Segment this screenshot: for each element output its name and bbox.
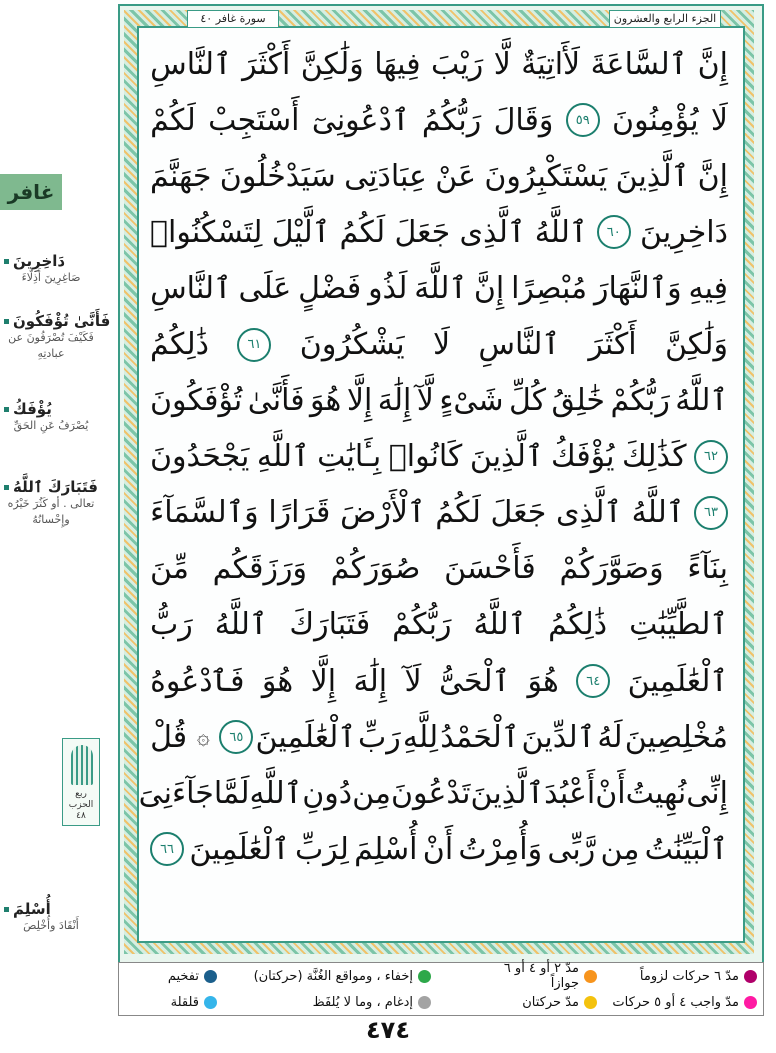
word: رَبِّ [358,719,401,755]
side-note-meaning: أَنْقَادَ وأُخْلِصَ [23,919,79,932]
word: ٱلدِّينَ [521,719,596,755]
word: تُؤْفَكُونَ [150,383,243,419]
word: ذَٰلِكُمُ [548,607,608,643]
word: عَنْ [435,158,477,194]
word: لِلَّهِ [402,719,439,755]
word: ٱلطَّيِّبَٰتِ [629,607,728,643]
word: هُوَ [261,663,294,699]
legend-item [493,989,603,1015]
color-dot-icon [584,996,597,1009]
color-dot-icon [204,996,217,1009]
word: يَشْكُرُونَ [299,327,405,363]
side-note-term [4,312,112,330]
side-note-meaning: يُصْرَفُ عَنِ الحَقِّ [13,419,89,432]
word: كَانُوا۟ [388,439,463,475]
rub-el-hizb-icon: ۞ [196,724,210,750]
word: رَّبِّى [547,831,596,867]
word: إِنَّ [697,46,728,82]
word: ٱلسَّاعَةَ [590,46,688,82]
side-note-term-text: دَاخِرِينَ [13,252,66,270]
hizb-number: ٤٨ [76,811,86,821]
word: رَيْبَ [430,46,484,82]
bullet-icon [4,485,9,490]
legend-label: قلقلة [170,994,199,1010]
legend-col-3 [247,963,437,1015]
legend-label: مدّ واجب ٤ أو ٥ حركات [612,994,739,1010]
color-dot-icon [204,970,217,983]
page-number: ٤٧٤ [366,1016,410,1044]
word: رَبُّ [150,607,193,643]
word: ٱلْحَمْدُ [440,719,520,755]
juz-label: الجزء الرابع والعشرون [609,10,721,28]
color-dot-icon [418,970,431,983]
word: ٱلْحَىُّ [439,663,511,699]
word: ٱللَّهَ [414,270,468,306]
word: فَتَبَارَكَ [289,607,371,643]
word: لَّآ [416,383,434,419]
word: ٱلَّذِينَ [615,158,690,194]
ayah-number: ٦٤ [576,664,610,698]
word: فِيهَا [374,46,421,82]
word: يُؤْمِنُونَ [612,102,699,138]
bullet-icon [4,319,9,324]
text-line [150,541,728,597]
text-line [150,653,728,709]
side-note [4,478,112,528]
page-header [137,8,741,28]
surah-label: سورة غافر ٤٠ [187,10,279,28]
word: شَىْءٍ [439,383,504,419]
text-line [150,597,728,653]
word: نُهِيتُ [625,775,687,811]
word: كُلِّ [509,383,547,419]
word: ٱللَّهُ [675,383,728,419]
word: لَّا [493,46,511,82]
word: لَآ [404,663,422,699]
word: ٱلنَّاسِ [150,46,232,82]
word: ٱلْبَيِّنَٰتُ [644,831,728,867]
side-note [4,400,112,434]
word: جَعَلَ [490,495,547,531]
ayah-number: ٦٣ [694,496,728,530]
word: لَكُمُ [339,214,386,250]
word: ٱللَّهِ [249,775,303,811]
legend-label: تفخيم [167,968,199,984]
legend-item [247,963,437,989]
word: ٱلنَّاسِ [478,327,560,363]
word: ٱلَّيْلَ [271,214,331,250]
legend-label: إخفاء ، ومواقع الغُنَّة (حركتان) [253,968,413,984]
word: رَبُّكُمْ [610,383,670,419]
text-line [150,260,728,316]
word: يَسْتَكْبِرُونَ [484,158,608,194]
word: وَصَوَّرَكُمْ [559,551,664,587]
side-note-meaning: صَاغِرِينَ أَذِلَّاءَ [21,271,81,284]
word: كَذَٰلِكَ [622,439,687,475]
side-note [4,900,112,934]
legend-label: مدّ ٢ أو ٤ أو ٦ جوازاً [503,961,579,991]
word: خَٰلِقُ [551,383,605,419]
word: ٱللَّهُ [534,214,588,250]
word: مِن [600,831,640,867]
legend-label: مدّ حركتان [522,994,579,1010]
word: وَٱلنَّهَارَ [593,270,682,306]
ayah-number: ٦١ [237,328,271,362]
word: قَرَارًا [268,495,331,531]
word: يُؤْفَكُ [551,439,615,475]
word: مُبْصِرًا [511,270,588,306]
word: يَجْحَدُونَ [150,439,250,475]
word: وَرَزَقَكُم [212,551,307,587]
text-line [150,709,728,765]
word: أَنْ [595,775,626,811]
word: مِن [352,775,391,811]
color-dot-icon [584,970,597,983]
word: لَأَاتِيَةٌ [521,46,581,82]
side-note-meaning: تعالى . أو كَثُرَ خَيْرُه وإِحْسانُهُ [7,497,95,526]
word: إِنِّى [686,775,728,811]
quran-text [138,36,728,934]
word: مِّنَ [150,551,189,587]
word: سَيَدْخُلُونَ [219,158,336,194]
word: ٱللَّهِ [256,439,310,475]
ayah-number: ٥٩ [566,103,600,137]
word: أَكْثَرَ [588,327,637,363]
word: عِبَادَتِى [344,158,427,194]
word: وَقَالَ [493,102,554,138]
legend-item [123,989,223,1015]
word: إِلَٰهَ [377,383,412,419]
word: أَعْبُدَ [544,775,596,811]
word: لَا [710,102,728,138]
word: لَمَّا [213,775,250,811]
surah-tab[interactable]: غافر [0,174,62,210]
hizb-text: الحزب [68,800,94,810]
side-note-term-text: يُؤْفَكُ [13,400,52,418]
word: أَسْتَجِبْ [208,102,300,138]
ayah-number: ٦٠ [597,215,631,249]
side-note-term-text: أُسْلِمَ [13,900,51,918]
word: ذَٰلِكُمُ [150,327,210,363]
word: إِلَّا [310,663,337,699]
hizb-text: ربع [75,789,87,799]
text-line [150,821,728,877]
word: إِلَّا [346,383,373,419]
word: مُخْلِصِينَ [624,719,728,755]
text-line [150,485,728,541]
word: ٱلْعَٰلَمِينَ [255,719,356,755]
text-line [150,373,728,429]
side-note-term [4,900,112,918]
word: ٱلَّذِى [555,495,622,531]
word: لِتَسْكُنُوا۟ [150,214,263,250]
text-line [138,765,728,821]
text-line [150,148,728,204]
word: فَضْلٍ [298,270,362,306]
hizb-marker [62,738,100,826]
bullet-icon [4,907,9,912]
word: وَلَٰكِنَّ [664,327,728,363]
ayah-number: ٦٥ [219,720,253,754]
legend-item [247,989,437,1015]
word: بِنَآءً [687,551,728,587]
legend-col-2 [493,963,603,1015]
text-line [150,429,728,485]
word: رَبُّكُمْ [392,607,452,643]
tajweed-legend [118,962,764,1016]
word: أَنْ [422,831,454,867]
word: وَلَٰكِنَّ [300,46,364,82]
bullet-icon [4,259,9,264]
word: رَبُّكُمُ [421,102,482,138]
word: أُسْلِمَ [354,831,418,867]
word: فَأَحْسَنَ [444,551,536,587]
word: صُوَرَكُمْ [330,551,421,587]
legend-label: إدغام ، وما لا يُلفَظ [312,994,413,1010]
word: عَلَى [238,270,292,306]
word: إِلَٰهَ [353,663,388,699]
text-line [150,316,728,372]
word: لَهُ [597,719,623,755]
side-note-term [4,252,112,270]
dome-icon [71,745,93,785]
ayah-number: ٦٢ [694,440,728,474]
word: ٱلَّذِى [459,214,526,250]
word: هُوَ [310,383,342,419]
word: ٱللَّهُ [214,607,268,643]
legend-item [123,963,223,989]
ayah-number: ٦٦ [150,832,184,866]
word: ٱلْأَرْضَ [340,495,426,531]
text-line [150,204,728,260]
word: فِيهِ [688,270,728,306]
word: ٱللَّهُ [631,495,685,531]
word: تَدْعُونَ [390,775,471,811]
word: إِنَّ [473,270,505,306]
word: فَأَنَّىٰ [247,383,305,419]
side-note-meaning: فَكَيْفَ تُصْرَفُونَ عن عبادتِهِ [8,331,94,360]
text-line [150,92,728,148]
text-line [150,36,728,92]
legend-label: مدّ ٦ حركات لزوماً [639,968,739,984]
side-note-term-text: فَتَبَارَكَ ٱللَّهُ [13,478,98,496]
legend-item [493,963,603,989]
word: فَٱدْعُوهُ [150,663,245,699]
side-note [4,312,112,362]
word: ٱلَّذِينَ [469,439,544,475]
color-dot-icon [418,996,431,1009]
word: هُوَ [527,663,559,699]
word: بِـَٔايَٰتِ [317,439,382,475]
word: لَكُمُ [435,495,481,531]
side-note-term [4,478,112,496]
word: ٱلْعَٰلَمِينَ [627,663,728,699]
word: ٱدْعُونِىٓ [311,102,410,138]
word: وَأُمِرْتُ [458,831,543,867]
word: لِرَبِّ [294,831,349,867]
word: إِنَّ [697,158,728,194]
side-note-term [4,400,112,418]
word: دَاخِرِينَ [640,214,728,250]
word: لَكُمْ [150,102,196,138]
color-dot-icon [744,996,757,1009]
side-note-term-text: فَأَنَّىٰ تُؤْفَكُونَ [13,312,111,330]
word: لَا [432,327,451,363]
word: وَٱلسَّمَآءَ [150,495,259,531]
word: جَعَلَ [394,214,451,250]
word: قُلْ [150,719,188,755]
legend-col-4 [123,963,223,1015]
side-note [4,252,112,286]
word: لَذُو [368,270,408,306]
word: ٱلنَّاسِ [150,270,232,306]
word: ٱللَّهُ [473,607,527,643]
word: دُونِ [302,775,353,811]
word: جَآءَنِىَ [138,775,214,811]
word: ٱلْعَٰلَمِينَ [189,831,290,867]
word: جَهَنَّمَ [150,158,212,194]
word: ٱلَّذِينَ [470,775,545,811]
bullet-icon [4,407,9,412]
word: أَكْثَرَ [242,46,291,82]
color-dot-icon [744,970,757,983]
